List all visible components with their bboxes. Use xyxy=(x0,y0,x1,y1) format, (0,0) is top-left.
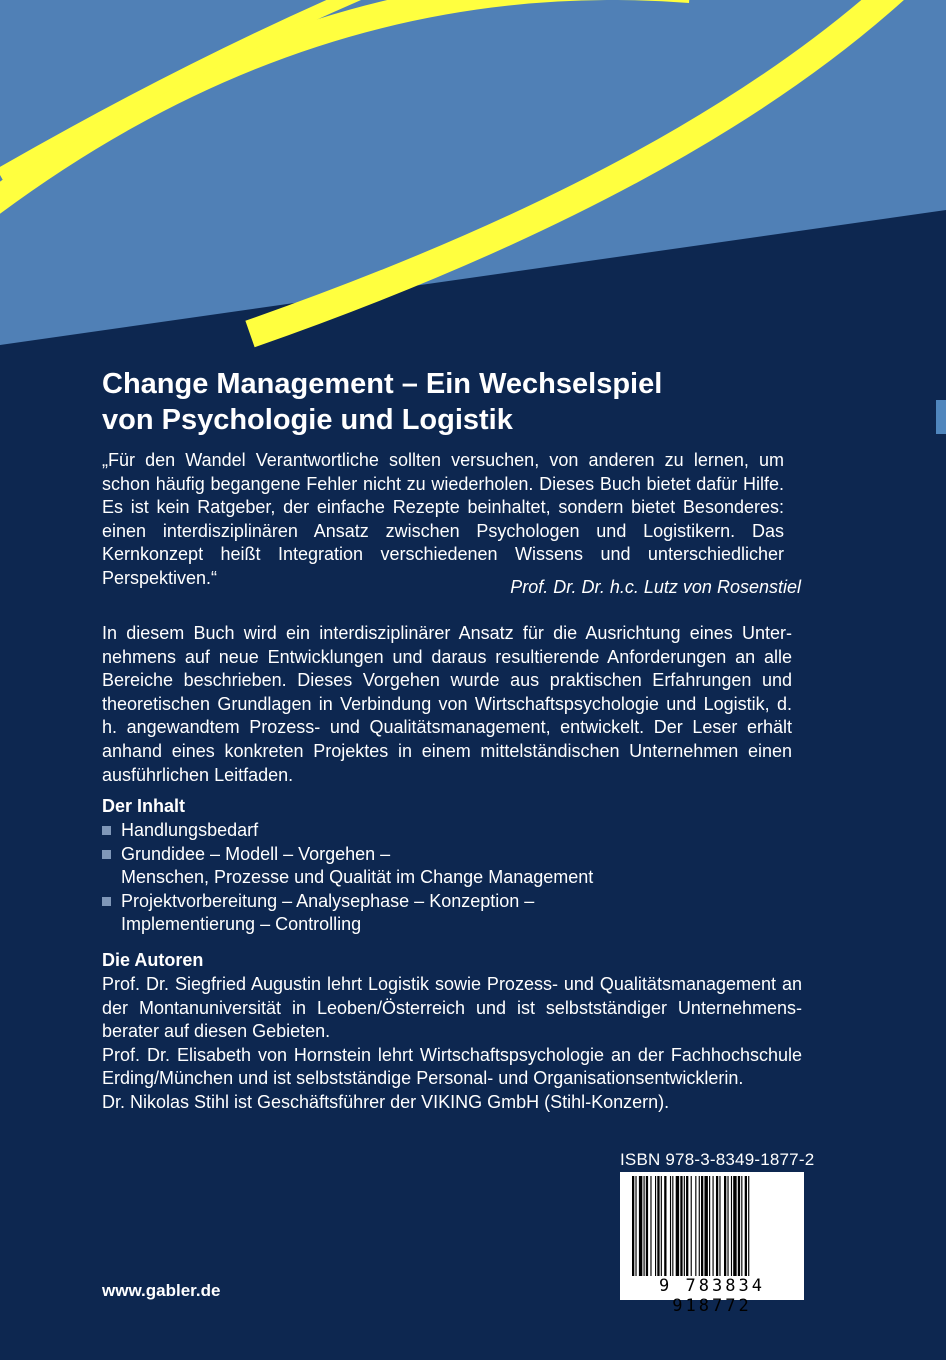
list-item-line: Handlungsbedarf xyxy=(121,820,259,840)
list-item-line: Implementierung – Controlling xyxy=(121,914,362,935)
spine-tab-marker xyxy=(936,400,946,434)
blurb-quote: „Für den Wandel Verantwortliche sollten versuchen, von anderen zu lernen, um schon häufig begangene Fehler nicht zu wiederholen. Dieses Buch bietet dafür Hilfe. Es ist kein Ratgeber, der einfache Rezepte beinhaltet, sondern bietet Besonderes: einen interdisziplinären Ansatz zwischen Psychologen und Logistikern. Das Kernkonzept heißt Integration verschiedenen Wissens und unterschiedlicher Perspektiven.“ xyxy=(102,450,784,588)
barcode-box xyxy=(620,1172,804,1316)
cover-arc-graphic xyxy=(0,0,946,360)
intro-paragraph: In diesem Buch wird ein interdisziplinärer Ansatz für die Ausrichtung eines Unternehmens auf neue Entwicklungen und daraus resultierende Anforderungen an alle Bereiche beschrieben. Dieses Vorgehen wurde aus praktischen Erfahrungen und theoretischen Grundlagen in Verbindung von Wirtschaftspsychologie und Logistik, d. h. angewandtem Prozess- und Qualitätsmanagement, entwickelt. Der Leser erhält anhand eines konkreten Projektes in einem mittelständischen Unternehmen einen ausführlichen Leitfaden. xyxy=(102,623,792,785)
barcode-digits: 9 783834 918772 xyxy=(659,1276,765,1316)
book-title xyxy=(102,366,822,438)
square-bullet-icon xyxy=(102,897,111,906)
list-item xyxy=(102,819,802,843)
list-item-line: Menschen, Prozesse und Qualität im Change Management xyxy=(121,867,594,888)
title-line-1: Change Management – Ein Wechselspiel xyxy=(102,368,663,400)
list-item xyxy=(102,843,802,890)
contents-heading: Der Inhalt xyxy=(102,796,186,816)
publisher-website: www.gabler.de xyxy=(102,1281,221,1300)
list-item xyxy=(102,890,802,937)
author-entry: Prof. Dr. Elisabeth von Hornstein lehrt Wirtschaftspsychologie an der Fachhochschule Erding/München und ist selbstständige Personal- und Organisationsentwicklerin. xyxy=(102,1044,802,1089)
authors-heading: Die Autoren xyxy=(102,950,204,970)
contents-list xyxy=(102,819,802,937)
quote-author: Prof. Dr. Dr. h.c. Lutz von Rosenstiel xyxy=(510,577,801,597)
title-line-2: von Psychologie und Logistik xyxy=(102,404,513,436)
author-entry: Prof. Dr. Siegfried Augustin lehrt Logistik sowie Prozess- und Qualitätsmanagement an der Montanuniversität in Leoben/Österreich und ist selbstständiger Unternehmensberater auf diesen Gebieten. xyxy=(102,974,802,1042)
author-entry: Dr. Nikolas Stihl ist Geschäftsführer der VIKING GmbH (Stihl-Konzern). xyxy=(102,1091,670,1112)
list-item-line: Projektvorbereitung – Analysephase – Konzeption – xyxy=(121,890,535,911)
square-bullet-icon xyxy=(102,850,111,859)
authors-section xyxy=(102,973,802,1115)
isbn-label: ISBN 978-3-8349-1877-2 xyxy=(620,1150,815,1169)
list-item-line: Grundidee – Modell – Vorgehen – xyxy=(121,843,391,864)
square-bullet-icon xyxy=(102,826,111,835)
barcode-graphic xyxy=(630,1176,794,1276)
